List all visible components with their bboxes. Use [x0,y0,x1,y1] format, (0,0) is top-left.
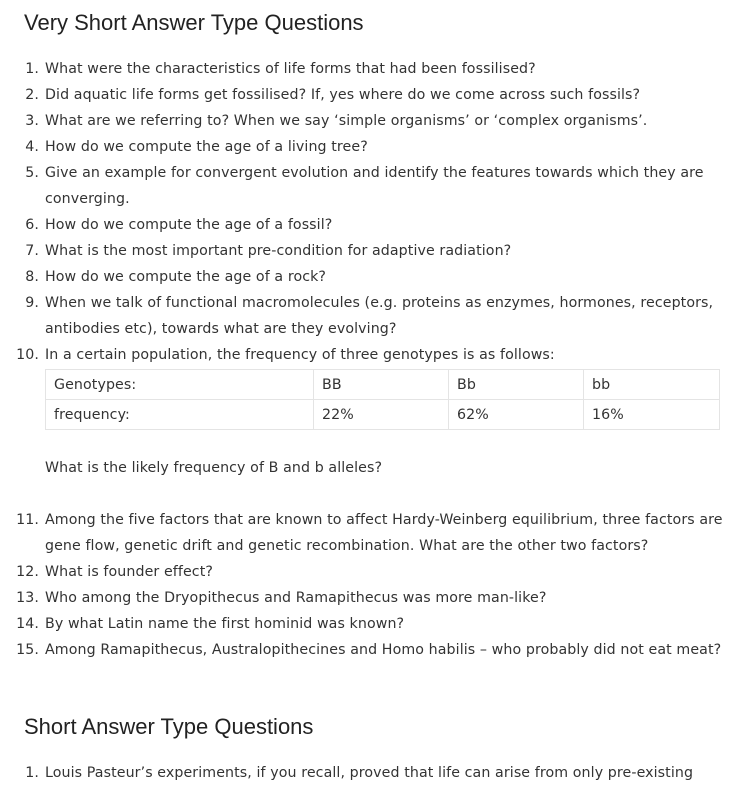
table-cell: 22% [314,400,449,430]
question-text: In a certain population, the frequency of three genotypes is as follows: [45,347,555,363]
question-text: How do we compute the age of a rock? [45,269,327,285]
question-number: 12. [16,564,39,580]
question-item [0,342,740,481]
question-text: Among Ramapithecus, Australopithecines and Homo habilis – who probably did not eat meat? [45,642,722,658]
question-number: 4. [25,139,39,155]
question-item [0,82,740,108]
question-text: Did aquatic life forms get fossilised? If, yes where do we come across such fossils? [45,87,641,103]
table-cell: bb [584,370,720,400]
question-number: 10. [16,347,39,363]
table-cell: Bb [449,370,584,400]
section-heading-very-short: Very Short Answer Type Questions [24,10,364,35]
question-number: 8. [25,269,39,285]
question-item [0,760,740,786]
question-text: Among the five factors that are known to affect Hardy-Weinberg equilibrium, three factors are gene flow, genetic drift and genetic recombination. What are the other two factors? [45,512,723,554]
table-cell: 62% [449,400,584,430]
question-number: 1. [25,61,39,77]
question-text: How do we compute the age of a fossil? [45,217,333,233]
very-short-question-list [0,56,740,663]
question-item [0,290,740,342]
question-text: Who among the Dryopithecus and Ramapithecus was more man-like? [45,590,547,606]
question-number: 11. [16,512,39,528]
question-item [0,264,740,290]
question-item [0,637,740,663]
question-number: 5. [25,165,39,181]
table-row [46,400,720,430]
question-number: 15. [16,642,39,658]
question-item [0,56,740,82]
question-number: 6. [25,217,39,233]
section-heading-short: Short Answer Type Questions [24,714,314,739]
question-item [0,611,740,637]
table-cell: BB [314,370,449,400]
question-item [0,507,740,559]
question-item [0,212,740,238]
question-item [0,160,740,212]
question-number: 14. [16,616,39,632]
question-text: Give an example for convergent evolution and identify the features towards which they are converging. [45,165,704,207]
question-item [0,134,740,160]
table-row [46,370,720,400]
question-number: 1. [25,765,39,781]
question-item [0,585,740,611]
question-followup-text: What is the likely frequency of B and b alleles? [45,460,383,476]
question-text: What were the characteristics of life forms that had been fossilised? [45,61,536,77]
question-item [0,559,740,585]
table-cell: Genotypes: [46,370,314,400]
genotype-frequency-table [45,369,720,430]
question-number: 7. [25,243,39,259]
question-text: By what Latin name the first hominid was known? [45,616,405,632]
question-item [0,238,740,264]
question-text: What is founder effect? [45,564,214,580]
question-number: 3. [25,113,39,129]
table-cell: frequency: [46,400,314,430]
question-number: 2. [25,87,39,103]
question-text: How do we compute the age of a living tree? [45,139,368,155]
question-text: What is the most important pre-condition for adaptive radiation? [45,243,512,259]
short-question-list [0,760,740,786]
table-cell: 16% [584,400,720,430]
question-number: 9. [25,295,39,311]
question-text: When we talk of functional macromolecules (e.g. proteins as enzymes, hormones, receptors, antibodies etc), towards what are they evolving? [45,295,714,337]
question-text: What are we referring to? When we say ‘simple organisms’ or ‘complex organisms’. [45,113,648,129]
question-text: Louis Pasteur’s experiments, if you recall, proved that life can arise from only pre-existing [45,765,694,781]
question-number: 13. [16,590,39,606]
question-item [0,108,740,134]
